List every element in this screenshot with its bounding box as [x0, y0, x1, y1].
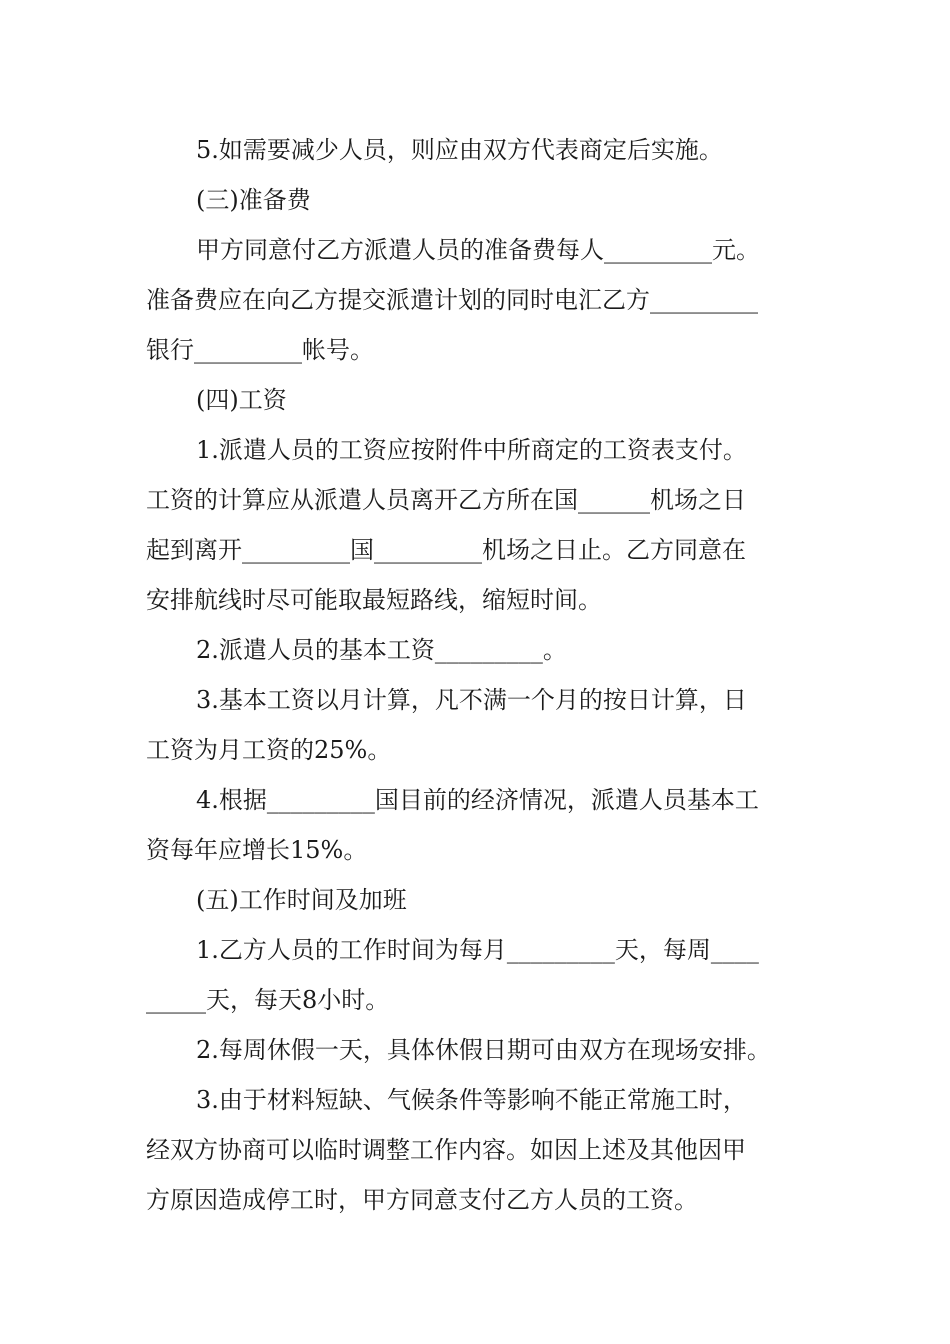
paragraph-line: _____天，每天8小时。 — [146, 986, 390, 1014]
paragraph-line: 3.基本工资以月计算，凡不满一个月的按日计算，日 — [196, 686, 747, 714]
paragraph-line: 1.派遣人员的工资应按附件中所商定的工资表支付。 — [196, 436, 747, 464]
paragraph-line: 银行_________帐号。 — [146, 336, 374, 364]
section-heading: (四)工资 — [196, 386, 287, 414]
paragraph-line: 方原因造成停工时，甲方同意支付乙方人员的工资。 — [146, 1186, 698, 1214]
paragraph-line: 5.如需要减少人员，则应由双方代表商定后实施。 — [196, 136, 723, 164]
paragraph-line: 起到离开_________国_________机场之日止。乙方同意在 — [146, 536, 746, 564]
section-heading: (三)准备费 — [196, 186, 311, 214]
paragraph-line: 2.每周休假一天，具体休假日期可由双方在现场安排。 — [196, 1036, 771, 1064]
paragraph-line: 安排航线时尽可能取最短路线，缩短时间。 — [146, 586, 602, 614]
paragraph-line: 4.根据_________国目前的经济情况，派遣人员基本工 — [196, 786, 759, 814]
paragraph-line: 经双方协商可以临时调整工作内容。如因上述及其他因甲 — [146, 1136, 746, 1164]
paragraph-line: 工资的计算应从派遣人员离开乙方所在国______机场之日 — [146, 486, 746, 514]
paragraph-line: 1.乙方人员的工作时间为每月_________天，每周____ — [196, 936, 759, 964]
paragraph-line: 工资为月工资的25%。 — [146, 736, 392, 764]
paragraph-line: 3.由于材料短缺、气候条件等影响不能正常施工时， — [196, 1086, 747, 1114]
paragraph-line: 2.派遣人员的基本工资_________。 — [196, 636, 567, 664]
section-heading: (五)工作时间及加班 — [196, 886, 407, 914]
paragraph-line: 甲方同意付乙方派遣人员的准备费每人_________元。 — [196, 236, 760, 264]
paragraph-line: 准备费应在向乙方提交派遣计划的同时电汇乙方_________ — [146, 286, 758, 314]
paragraph-line: 资每年应增长15%。 — [146, 836, 368, 864]
